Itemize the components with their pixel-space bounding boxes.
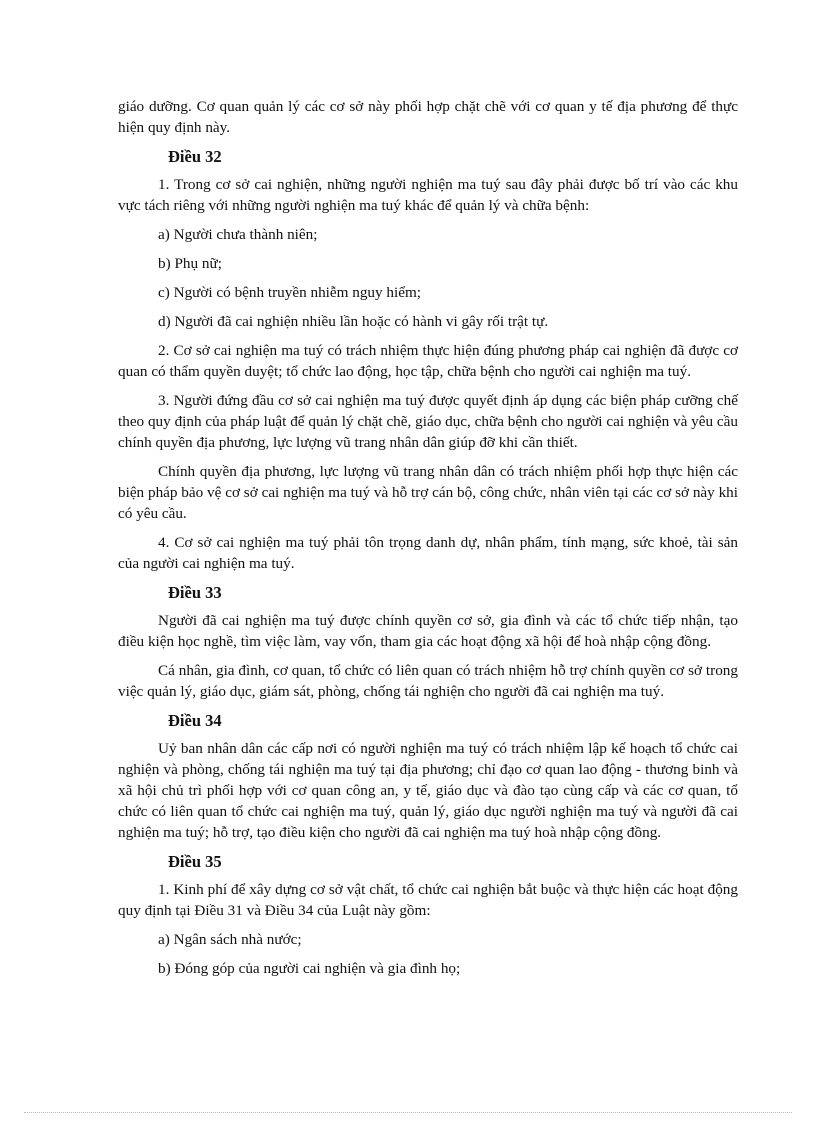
article-34-heading: Điều 34 bbox=[168, 711, 222, 730]
document-page bbox=[118, 96, 738, 987]
article-32-item-b: b) Phụ nữ; bbox=[158, 255, 222, 272]
article-32-clause-1: 1. Trong cơ sở cai nghiện, những người nghiện ma tuý sau đây phải được bố trí vào các khu vực tách riêng với những người nghiện ma tuý khác để quản lý và chữa bệnh: bbox=[118, 176, 738, 214]
article-35-clause-1: 1. Kinh phí để xây dựng cơ sở vật chất, tổ chức cai nghiện bắt buộc và thực hiện các hoạt động quy định tại Điều 31 và Điều 34 của Luật này gồm: bbox=[118, 881, 738, 919]
article-33-paragraph-1: Người đã cai nghiện ma tuý được chính quyền cơ sở, gia đình và các tổ chức tiếp nhận, tạo điều kiện học nghề, tìm việc làm, vay vốn, tham gia các hoạt động xã hội để hoà nhập cộng đồng. bbox=[118, 612, 738, 650]
article-32-clause-3: 3. Người đứng đầu cơ sở cai nghiện ma tuý được quyết định áp dụng các biện pháp cưỡng chế theo quy định của pháp luật để quản lý chặt chẽ, giáo dục, chữa bệnh cho người cai nghiện và yêu cầu chính quyền địa phương, lực lượng vũ trang nhân dân giúp đỡ khi cần thiết. bbox=[118, 392, 738, 451]
article-35-heading: Điều 35 bbox=[168, 852, 222, 871]
article-32-clause-2: 2. Cơ sở cai nghiện ma tuý có trách nhiệm thực hiện đúng phương pháp cai nghiện đã được cơ quan có thẩm quyền duyệt; tổ chức lao động, học tập, chữa bệnh cho người cai nghiện ma tuý. bbox=[118, 342, 738, 380]
page-bottom-divider bbox=[24, 1112, 792, 1113]
article-32-clause-4: 4. Cơ sở cai nghiện ma tuý phải tôn trọng danh dự, nhân phẩm, tính mạng, sức khoẻ, tài sản của người cai nghiện ma tuý. bbox=[118, 534, 738, 572]
article-34-paragraph-1: Uỷ ban nhân dân các cấp nơi có người nghiện ma tuý có trách nhiệm lập kế hoạch tổ chức cai nghiện và phòng, chống tái nghiện ma tuý tại địa phương; chỉ đạo cơ quan lao động - thương binh và xã hội chủ trì phối hợp với cơ quan công an, y tế, giáo dục và đào tạo cùng cấp và các cơ quan, tổ chức có liên quan tổ chức cai nghiện ma tuý, quản lý, giáo dục người nghiện ma tuý và người đã cai nghiện ma tuý; hỗ trợ, tạo điều kiện cho người đã cai nghiện ma tuý hoà nhập cộng đồng. bbox=[118, 740, 738, 841]
article-33-paragraph-2: Cá nhân, gia đình, cơ quan, tổ chức có liên quan có trách nhiệm hỗ trợ chính quyền cơ sở trong việc quản lý, giáo dục, giám sát, phòng, chống tái nghiện cho người đã cai nghiện ma tuý. bbox=[118, 662, 738, 700]
article-32-item-d: d) Người đã cai nghiện nhiều lần hoặc có hành vi gây rối trật tự. bbox=[158, 313, 549, 330]
article-32-item-c: c) Người có bệnh truyền nhiễm nguy hiểm; bbox=[158, 284, 422, 301]
article-33-heading: Điều 33 bbox=[168, 583, 222, 602]
article-35-item-b: b) Đóng góp của người cai nghiện và gia đình họ; bbox=[158, 960, 461, 977]
article-32-heading: Điều 32 bbox=[168, 147, 222, 166]
intro-paragraph: giáo dưỡng. Cơ quan quản lý các cơ sở này phối hợp chặt chẽ với cơ quan y tế địa phương để thực hiện quy định này. bbox=[118, 98, 738, 136]
article-32-clause-3-continued: Chính quyền địa phương, lực lượng vũ trang nhân dân có trách nhiệm phối hợp thực hiện các biện pháp bảo vệ cơ sở cai nghiện ma tuý và hỗ trợ cán bộ, công chức, nhân viên tại các cơ sở này khi có yêu cầu. bbox=[118, 463, 738, 522]
article-32-item-a: a) Người chưa thành niên; bbox=[158, 226, 318, 243]
article-35-item-a: a) Ngân sách nhà nước; bbox=[158, 931, 302, 948]
